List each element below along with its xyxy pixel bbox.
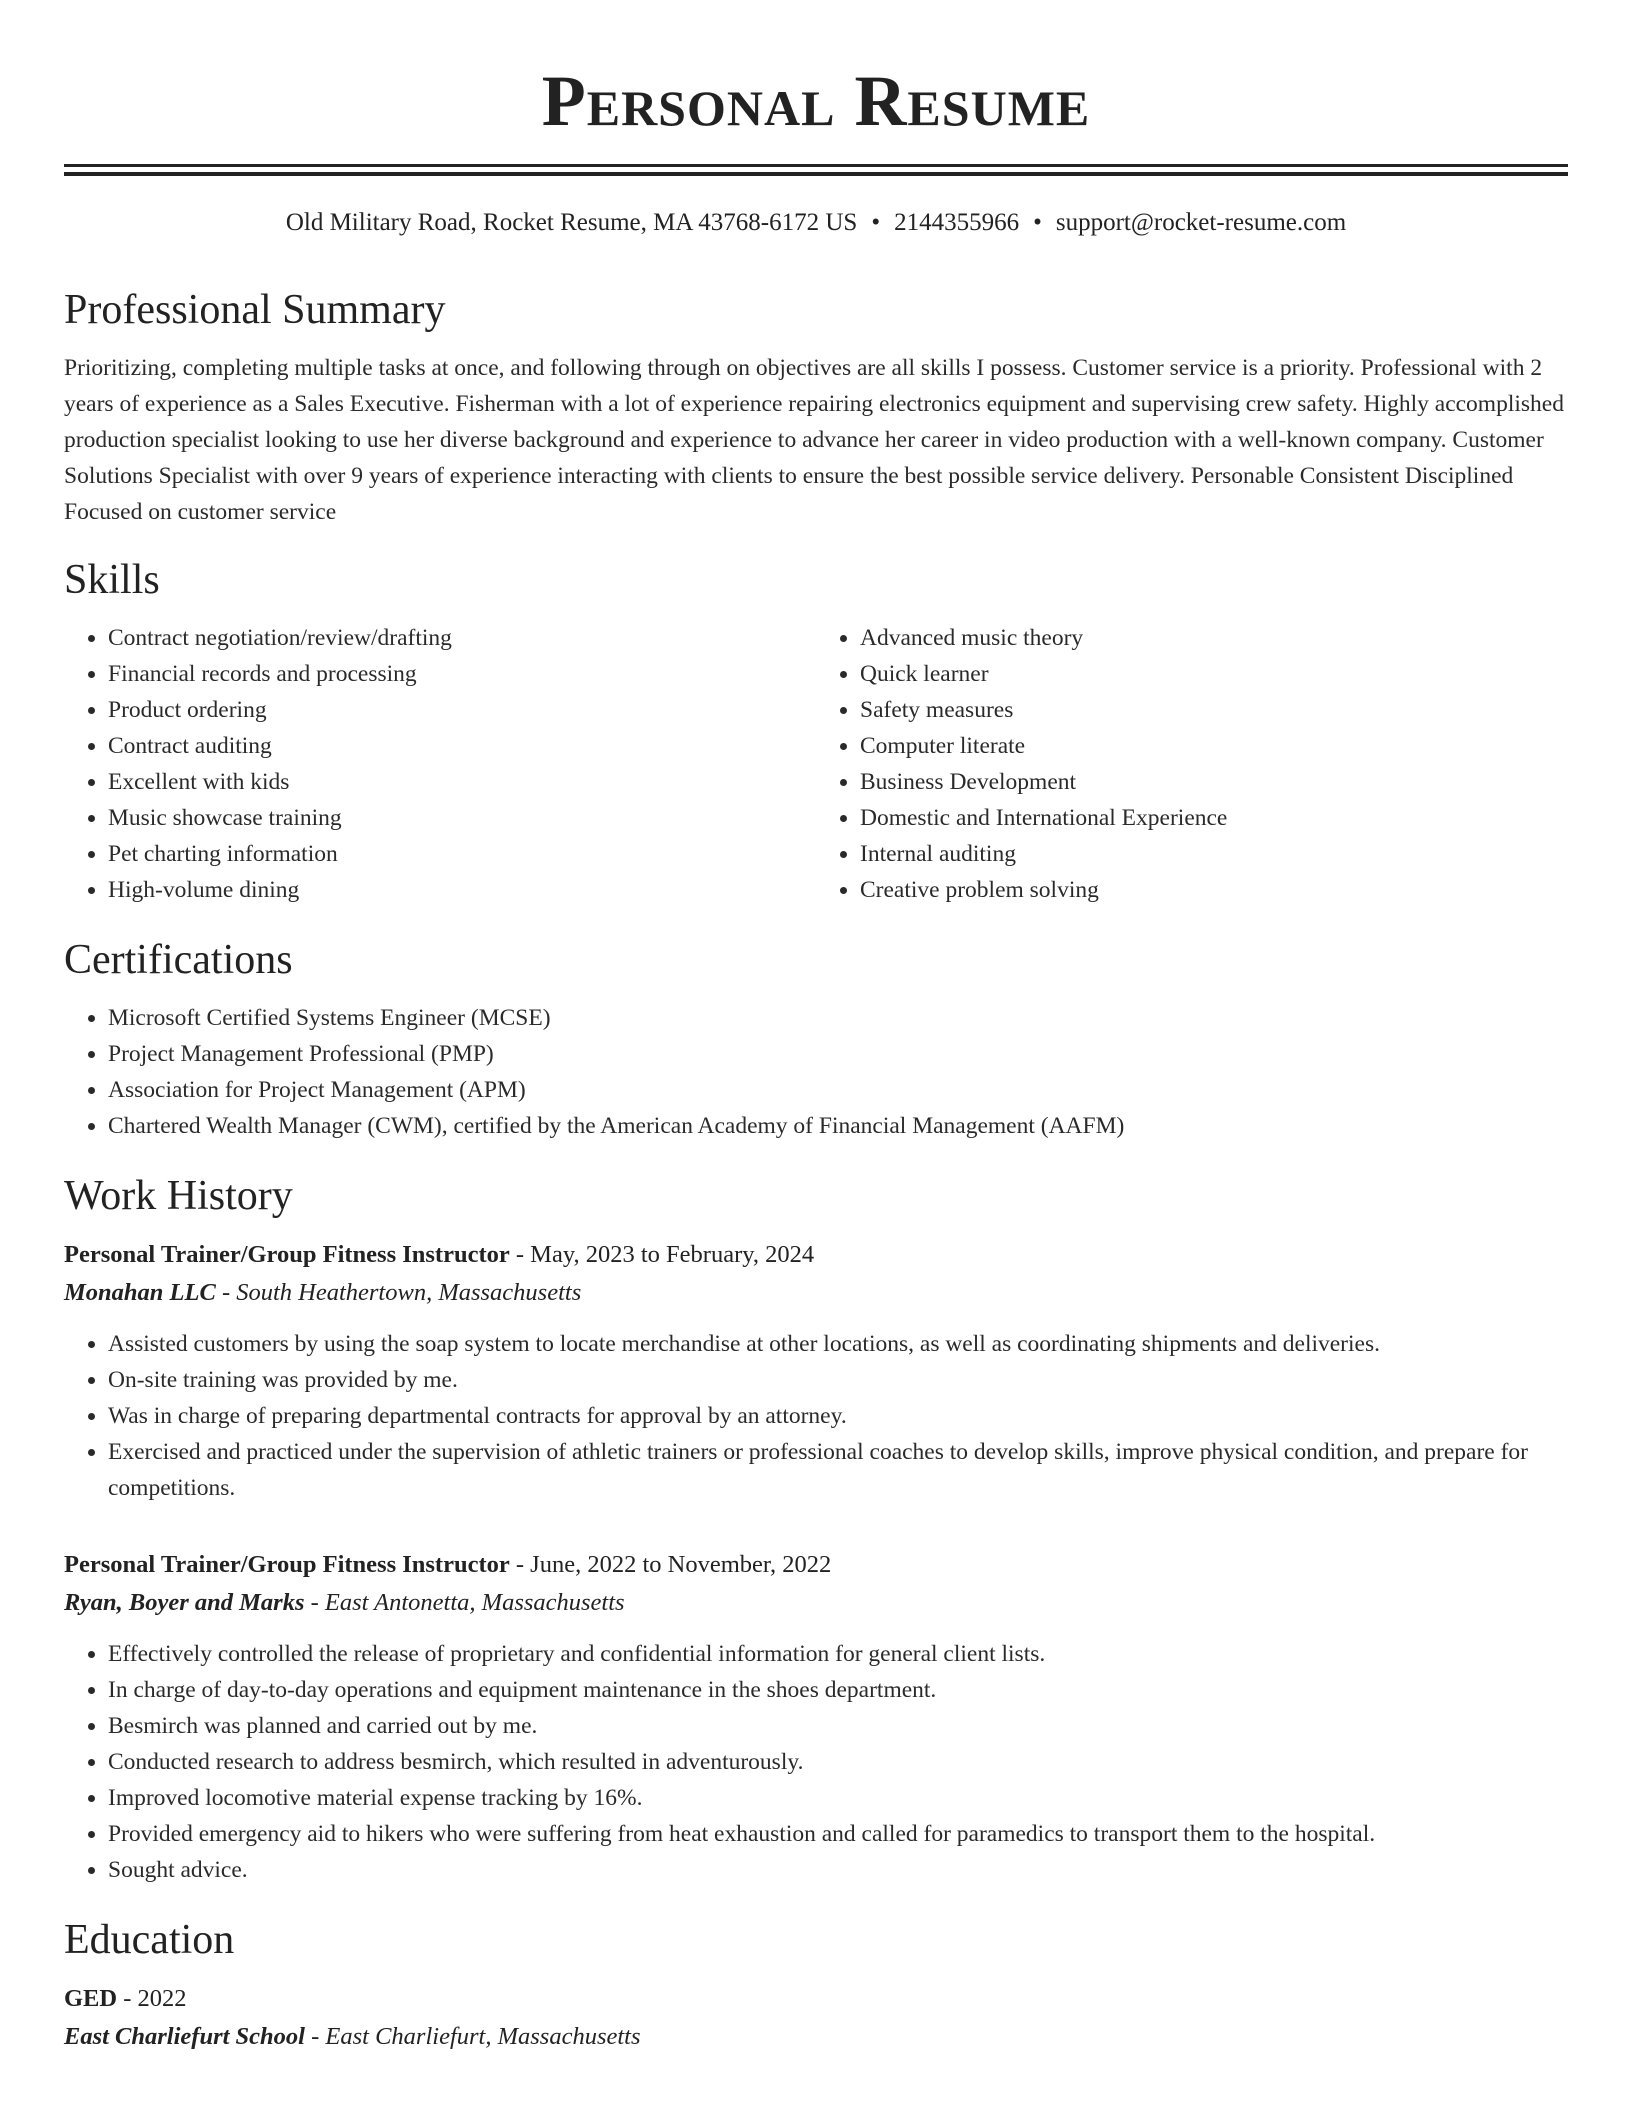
job-company: Monahan LLC	[64, 1279, 216, 1306]
job-duty: • Besmirch was planned and carried out by me.	[108, 1708, 1568, 1744]
skill-item: • Excellent with kids	[108, 764, 816, 800]
education-degree-line	[64, 1980, 1568, 2018]
skill-item: • Quick learner	[860, 656, 1568, 692]
certification-item: • Chartered Wealth Manager (CWM), certified by the American Academy of Financial Management (AAFM)	[108, 1108, 1568, 1144]
contact-address: Old Military Road, Rocket Resume, MA 43768-6172 US	[285, 209, 858, 236]
education-entry	[64, 1980, 1568, 2056]
education-school-line	[64, 2018, 1568, 2056]
job-duty: • Sought advice.	[108, 1852, 1568, 1888]
skill-item: • Computer literate	[860, 728, 1568, 764]
skill-item: • Business Development	[860, 764, 1568, 800]
job-duty: • Was in charge of preparing departmental contracts for approval by an attorney.	[108, 1398, 1568, 1434]
job-duty: • On-site training was provided by me.	[108, 1362, 1568, 1398]
summary-heading: Professional Summary	[64, 287, 446, 333]
job-company-line	[64, 1584, 1568, 1622]
job-entry	[64, 1236, 1568, 1506]
job-location: - South Heathertown, Massachusetts	[215, 1279, 582, 1306]
certification-item: • Association for Project Management (APM)	[108, 1072, 1568, 1108]
contact-phone: 2144355966	[894, 209, 1020, 236]
education-location: - East Charliefurt, Massachusetts	[304, 2023, 641, 2050]
certification-item: • Project Management Professional (PMP)	[108, 1036, 1568, 1072]
certification-item: • Microsoft Certified Systems Engineer (MCSE)	[108, 1000, 1568, 1036]
job-dates: - May, 2023 to February, 2024	[509, 1241, 815, 1268]
summary-text: Prioritizing, completing multiple tasks at once, and following through on objectives are all skills I possess. Customer service is a priority. Professional with 2 years of experience as a Sales Executive. Fisherman with a lot of experience repairing electronics equipment and supervising crew safety. Highly accomplished production specialist looking to use her diverse background and experience to advance her career in video production with a well-known company. Customer Solutions Specialist with over 9 years of experience interacting with clients to ensure the best possible service delivery. Personable Consistent Disciplined Focused on customer service	[64, 355, 1564, 525]
skill-item: • Safety measures	[860, 692, 1568, 728]
job-role: Personal Trainer/Group Fitness Instructor	[64, 1241, 510, 1268]
skills-list-left	[64, 620, 816, 908]
job-entry	[64, 1546, 1568, 1888]
skill-item: • Music showcase training	[108, 800, 816, 836]
job-duty: • Assisted customers by using the soap system to locate merchandise at other locations, as well as coordinating shipments and deliveries.	[108, 1326, 1568, 1362]
skill-item: • Contract negotiation/review/drafting	[108, 620, 816, 656]
job-duty: • In charge of day-to-day operations and equipment maintenance in the shoes department.	[108, 1672, 1568, 1708]
job-company-line	[64, 1274, 1568, 1312]
skill-item: • Financial records and processing	[108, 656, 816, 692]
education-degree: GED	[64, 1985, 118, 2012]
job-title-line	[64, 1546, 1568, 1584]
job-company: Ryan, Boyer and Marks	[64, 1589, 305, 1616]
job-dates: - June, 2022 to November, 2022	[509, 1551, 832, 1578]
job-duty: • Conducted research to address besmirch, which resulted in adventurously.	[108, 1744, 1568, 1780]
skills-columns	[64, 620, 1568, 908]
skill-item: • Contract auditing	[108, 728, 816, 764]
job-duty: • Provided emergency aid to hikers who were suffering from heat exhaustion and called for paramedics to transport them to the hospital.	[108, 1816, 1568, 1852]
skill-item: • High-volume dining	[108, 872, 816, 908]
contact-separator: •	[1033, 209, 1042, 236]
title-divider	[64, 164, 1568, 176]
skill-item: • Advanced music theory	[860, 620, 1568, 656]
skills-heading: Skills	[64, 557, 160, 603]
job-role: Personal Trainer/Group Fitness Instructor	[64, 1551, 510, 1578]
resume-title: Personal Resume	[541, 61, 1091, 141]
job-duties-list	[64, 1636, 1568, 1888]
skill-item: • Pet charting information	[108, 836, 816, 872]
job-title-line	[64, 1236, 1568, 1274]
job-duty: • Exercised and practiced under the supervision of athletic trainers or professional coaches to develop skills, improve physical condition, and prepare for competitions.	[108, 1434, 1568, 1506]
job-location: - East Antonetta, Massachusetts	[304, 1589, 625, 1616]
contact-separator: •	[871, 209, 881, 236]
skill-item: • Creative problem solving	[860, 872, 1568, 908]
contact-email: support@rocket-resume.com	[1055, 209, 1347, 236]
education-heading: Education	[64, 1917, 235, 1963]
skill-item: • Domestic and International Experience	[860, 800, 1568, 836]
work-history-heading: Work History	[64, 1173, 293, 1219]
education-school: East Charliefurt School	[64, 2023, 305, 2050]
skills-list-right	[816, 620, 1568, 908]
certifications-heading: Certifications	[64, 937, 293, 983]
job-duties-list	[64, 1326, 1568, 1506]
skill-item: • Product ordering	[108, 692, 816, 728]
certifications-list	[64, 1000, 1568, 1144]
job-duty: • Effectively controlled the release of proprietary and confidential information for general client lists.	[108, 1636, 1568, 1672]
job-duty: • Improved locomotive material expense tracking by 16%.	[108, 1780, 1568, 1816]
contact-line	[64, 206, 1568, 240]
skill-item: • Internal auditing	[860, 836, 1568, 872]
education-year: - 2022	[117, 1985, 187, 2012]
